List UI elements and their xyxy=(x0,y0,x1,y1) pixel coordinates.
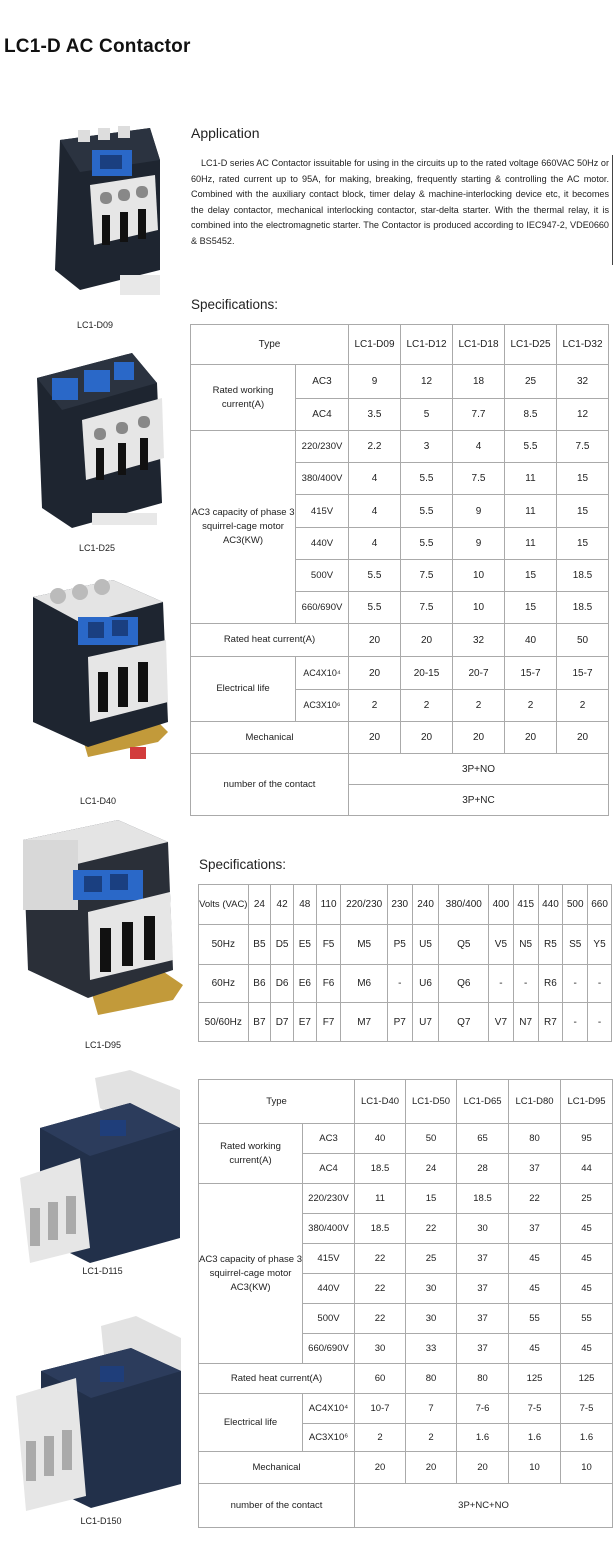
mechanical-value: 20 xyxy=(406,1452,457,1484)
spec1-heading: Specifications: xyxy=(191,297,279,312)
ac4-value: 44 xyxy=(561,1154,613,1184)
model-header: LC1-D12 xyxy=(401,325,453,365)
volt-header: 220/230 xyxy=(341,885,387,925)
product-image-d09 xyxy=(20,120,170,332)
mechanical-value: 20 xyxy=(453,722,505,754)
freq-label: 60Hz xyxy=(199,965,249,1003)
mechanical-label: Mechanical xyxy=(191,722,349,754)
coil-code: Q6 xyxy=(439,965,489,1003)
type-label: Type xyxy=(191,325,349,365)
heat-value: 125 xyxy=(561,1364,613,1394)
contactor-d09-illustration xyxy=(20,120,170,310)
coil-code: - xyxy=(563,1003,588,1042)
type-label: Type xyxy=(199,1080,355,1124)
coil-code: N7 xyxy=(513,1003,538,1042)
ac4x-value: 20-7 xyxy=(453,657,505,690)
voltage-label: 500V xyxy=(303,1304,355,1334)
coil-code: M5 xyxy=(341,925,387,965)
spec2-heading: Specifications: xyxy=(199,857,287,872)
volt-header: 400 xyxy=(489,885,514,925)
capacity-value: 18.5 xyxy=(557,592,609,624)
volt-header: 230 xyxy=(387,885,412,925)
coil-code: B6 xyxy=(248,965,271,1003)
capacity-label: AC3 capacity of phase 3 squirrel-cage motor AC3(KW) xyxy=(199,1184,303,1364)
capacity-value: 18.5 xyxy=(457,1184,509,1214)
capacity-value: 11 xyxy=(505,528,557,560)
spec3-table xyxy=(198,1079,613,1528)
capacity-value: 22 xyxy=(509,1184,561,1214)
ac4-value: 5 xyxy=(401,399,453,431)
coil-code: V7 xyxy=(489,1003,514,1042)
ac3-value: 65 xyxy=(457,1124,509,1154)
page-title: LC1-D AC Contactor xyxy=(4,36,191,57)
ac4-value: 28 xyxy=(457,1154,509,1184)
electrical-life-label: Electrical life xyxy=(199,1394,303,1452)
ac4x-value: 20 xyxy=(349,657,401,690)
capacity-value: 10 xyxy=(453,592,505,624)
volt-header: 24 xyxy=(248,885,271,925)
capacity-value: 5.5 xyxy=(401,528,453,560)
capacity-value: 5.5 xyxy=(401,495,453,528)
coil-code: R7 xyxy=(538,1003,563,1042)
ac4x-label: AC4X10⁴ xyxy=(296,657,349,690)
ac4-value: 18.5 xyxy=(355,1154,406,1184)
coil-code: R5 xyxy=(538,925,563,965)
capacity-value: 10 xyxy=(453,560,505,592)
ac4-value: 24 xyxy=(406,1154,457,1184)
voltage-label: 380/400V xyxy=(303,1214,355,1244)
ac4x-value: 7-6 xyxy=(457,1394,509,1424)
capacity-value: 11 xyxy=(505,495,557,528)
rated-current-label: Rated working current(A) xyxy=(199,1124,303,1184)
capacity-value: 30 xyxy=(406,1304,457,1334)
coil-code: B7 xyxy=(248,1003,271,1042)
caption-d40: LC1-D40 xyxy=(79,796,117,806)
heat-value: 40 xyxy=(505,624,557,657)
voltage-label: 440V xyxy=(303,1274,355,1304)
mechanical-value: 20 xyxy=(355,1452,406,1484)
coil-code: - xyxy=(588,965,612,1003)
model-header: LC1-D65 xyxy=(457,1080,509,1124)
capacity-value: 9 xyxy=(453,495,505,528)
capacity-value: 22 xyxy=(355,1244,406,1274)
capacity-value: 5.5 xyxy=(349,592,401,624)
heat-value: 60 xyxy=(355,1364,406,1394)
coil-code: S5 xyxy=(563,925,588,965)
caption-d150: LC1-D150 xyxy=(80,1516,122,1526)
ac3x-label: AC3X10⁶ xyxy=(303,1424,355,1452)
capacity-value: 4 xyxy=(453,431,505,463)
capacity-value: 37 xyxy=(457,1304,509,1334)
mechanical-label: Mechanical xyxy=(199,1452,355,1484)
model-header: LC1-D95 xyxy=(561,1080,613,1124)
coil-code: - xyxy=(588,1003,612,1042)
ac3x-value: 2 xyxy=(401,690,453,722)
product-image-d95 xyxy=(18,820,188,1052)
ac3x-value: 1.6 xyxy=(509,1424,561,1452)
ac4-value: 3.5 xyxy=(349,399,401,431)
coil-code: Q5 xyxy=(439,925,489,965)
heat-value: 125 xyxy=(509,1364,561,1394)
ac3-value: 50 xyxy=(406,1124,457,1154)
capacity-value: 37 xyxy=(509,1214,561,1244)
contactor-d115-illustration xyxy=(20,1068,185,1263)
coil-code: B5 xyxy=(248,925,271,965)
model-header: LC1-D09 xyxy=(349,325,401,365)
ac4x-value: 7 xyxy=(406,1394,457,1424)
capacity-value: 25 xyxy=(406,1244,457,1274)
mechanical-value: 20 xyxy=(457,1452,509,1484)
ac4-label: AC4 xyxy=(303,1154,355,1184)
ac3x-value: 2 xyxy=(505,690,557,722)
electrical-life-label: Electrical life xyxy=(191,657,296,722)
heat-value: 80 xyxy=(406,1364,457,1394)
capacity-value: 18.5 xyxy=(355,1214,406,1244)
capacity-value: 25 xyxy=(561,1184,613,1214)
voltage-label: 660/690V xyxy=(303,1334,355,1364)
ac3-label: AC3 xyxy=(303,1124,355,1154)
contact-value: 3P+NO xyxy=(349,754,609,785)
caption-d115: LC1-D115 xyxy=(82,1266,123,1276)
ac4x-value: 15-7 xyxy=(505,657,557,690)
ac3-value: 40 xyxy=(355,1124,406,1154)
coil-code: D6 xyxy=(271,965,294,1003)
coil-code: E6 xyxy=(293,965,316,1003)
caption-d25: LC1-D25 xyxy=(78,543,116,553)
ac3x-value: 1.6 xyxy=(457,1424,509,1452)
contactor-d40-illustration xyxy=(18,572,178,772)
capacity-value: 45 xyxy=(561,1244,613,1274)
volts-label: Volts (VAC) xyxy=(199,885,249,925)
capacity-value: 45 xyxy=(561,1214,613,1244)
voltage-label: 500V xyxy=(296,560,349,592)
capacity-value: 18.5 xyxy=(557,560,609,592)
ac4x-label: AC4X10⁴ xyxy=(303,1394,355,1424)
coil-code: - xyxy=(387,965,412,1003)
heat-value: 32 xyxy=(453,624,505,657)
ac3x-label: AC3X10⁶ xyxy=(296,690,349,722)
capacity-value: 4 xyxy=(349,463,401,495)
ac3-value: 18 xyxy=(453,365,505,399)
spec1-table xyxy=(190,324,609,816)
ac4-value: 7.7 xyxy=(453,399,505,431)
voltage-label: 220/230V xyxy=(303,1184,355,1214)
coil-code: P7 xyxy=(387,1003,412,1042)
capacity-value: 45 xyxy=(561,1274,613,1304)
ac3-value: 9 xyxy=(349,365,401,399)
ac4x-value: 15-7 xyxy=(557,657,609,690)
coil-code: - xyxy=(489,965,514,1003)
mechanical-value: 20 xyxy=(349,722,401,754)
volt-header: 240 xyxy=(412,885,439,925)
capacity-value: 37 xyxy=(457,1334,509,1364)
ac3x-value: 2 xyxy=(453,690,505,722)
coil-code: U7 xyxy=(412,1003,439,1042)
capacity-value: 5.5 xyxy=(505,431,557,463)
voltage-label: 440V xyxy=(296,528,349,560)
capacity-value: 22 xyxy=(355,1304,406,1334)
coil-code: F7 xyxy=(316,1003,341,1042)
mechanical-value: 20 xyxy=(505,722,557,754)
capacity-value: 15 xyxy=(557,463,609,495)
ac3-value: 80 xyxy=(509,1124,561,1154)
ac3-value: 32 xyxy=(557,365,609,399)
mechanical-value: 20 xyxy=(557,722,609,754)
coil-code-table xyxy=(198,884,612,1042)
capacity-label: AC3 capacity of phase 3 squirrel-cage motor AC3(KW) xyxy=(191,431,296,624)
voltage-label: 380/400V xyxy=(296,463,349,495)
capacity-value: 15 xyxy=(505,560,557,592)
coil-code: U6 xyxy=(412,965,439,1003)
volt-header: 660 xyxy=(588,885,612,925)
capacity-value: 45 xyxy=(509,1334,561,1364)
coil-code: V5 xyxy=(489,925,514,965)
heat-value: 20 xyxy=(349,624,401,657)
contact-value: 3P+NC xyxy=(349,785,609,816)
capacity-value: 30 xyxy=(406,1274,457,1304)
ac3x-value: 2 xyxy=(406,1424,457,1452)
capacity-value: 4 xyxy=(349,495,401,528)
capacity-value: 15 xyxy=(557,528,609,560)
mechanical-value: 20 xyxy=(401,722,453,754)
ac4x-value: 10-7 xyxy=(355,1394,406,1424)
side-divider xyxy=(612,155,613,265)
coil-code: E5 xyxy=(293,925,316,965)
capacity-value: 7.5 xyxy=(557,431,609,463)
volt-header: 110 xyxy=(316,885,341,925)
coil-code: - xyxy=(513,965,538,1003)
capacity-value: 30 xyxy=(457,1214,509,1244)
coil-code: E7 xyxy=(293,1003,316,1042)
voltage-label: 660/690V xyxy=(296,592,349,624)
model-header: LC1-D32 xyxy=(557,325,609,365)
coil-code: D7 xyxy=(271,1003,294,1042)
capacity-value: 7.5 xyxy=(401,560,453,592)
capacity-value: 15 xyxy=(505,592,557,624)
voltage-label: 415V xyxy=(296,495,349,528)
volt-header: 48 xyxy=(293,885,316,925)
heat-current-label: Rated heat current(A) xyxy=(191,624,349,657)
product-image-d40 xyxy=(18,572,178,808)
coil-code: M6 xyxy=(341,965,387,1003)
capacity-value: 9 xyxy=(453,528,505,560)
ac3x-value: 1.6 xyxy=(561,1424,613,1452)
ac4-value: 8.5 xyxy=(505,399,557,431)
coil-code: N5 xyxy=(513,925,538,965)
voltage-label: 220/230V xyxy=(296,431,349,463)
capacity-value: 3 xyxy=(401,431,453,463)
ac3-label: AC3 xyxy=(296,365,349,399)
ac3x-value: 2 xyxy=(557,690,609,722)
caption-d95: LC1-D95 xyxy=(84,1040,122,1050)
volt-header: 415 xyxy=(513,885,538,925)
coil-code: P5 xyxy=(387,925,412,965)
coil-code: Q7 xyxy=(439,1003,489,1042)
capacity-value: 45 xyxy=(509,1244,561,1274)
capacity-value: 11 xyxy=(505,463,557,495)
product-image-d150 xyxy=(16,1316,186,1530)
model-header: LC1-D25 xyxy=(505,325,557,365)
capacity-value: 45 xyxy=(509,1274,561,1304)
coil-code: - xyxy=(563,965,588,1003)
ac4-value: 37 xyxy=(509,1154,561,1184)
model-header: LC1-D40 xyxy=(355,1080,406,1124)
capacity-value: 45 xyxy=(561,1334,613,1364)
capacity-value: 11 xyxy=(355,1184,406,1214)
capacity-value: 7.5 xyxy=(453,463,505,495)
capacity-value: 15 xyxy=(557,495,609,528)
capacity-value: 37 xyxy=(457,1274,509,1304)
capacity-value: 30 xyxy=(355,1334,406,1364)
capacity-value: 15 xyxy=(406,1184,457,1214)
ac3x-value: 2 xyxy=(349,690,401,722)
ac4x-value: 20-15 xyxy=(401,657,453,690)
contact-value: 3P+NC+NO xyxy=(355,1484,613,1528)
heat-value: 50 xyxy=(557,624,609,657)
ac3x-value: 2 xyxy=(355,1424,406,1452)
coil-code: M7 xyxy=(341,1003,387,1042)
ac3-value: 25 xyxy=(505,365,557,399)
capacity-value: 33 xyxy=(406,1334,457,1364)
capacity-value: 5.5 xyxy=(349,560,401,592)
model-header: LC1-D18 xyxy=(453,325,505,365)
capacity-value: 22 xyxy=(406,1214,457,1244)
volt-header: 42 xyxy=(271,885,294,925)
contactor-d150-illustration xyxy=(16,1316,186,1511)
capacity-value: 55 xyxy=(561,1304,613,1334)
freq-label: 50Hz xyxy=(199,925,249,965)
heat-value: 20 xyxy=(401,624,453,657)
mechanical-value: 10 xyxy=(509,1452,561,1484)
freq-label: 50/60Hz xyxy=(199,1003,249,1042)
volt-header: 500 xyxy=(563,885,588,925)
model-header: LC1-D80 xyxy=(509,1080,561,1124)
heat-value: 80 xyxy=(457,1364,509,1394)
product-image-d25 xyxy=(22,348,172,554)
ac4-value: 12 xyxy=(557,399,609,431)
ac3-value: 95 xyxy=(561,1124,613,1154)
capacity-value: 7.5 xyxy=(401,592,453,624)
coil-code: F6 xyxy=(316,965,341,1003)
capacity-value: 5.5 xyxy=(401,463,453,495)
ac4x-value: 7-5 xyxy=(509,1394,561,1424)
mechanical-value: 10 xyxy=(561,1452,613,1484)
coil-code: U5 xyxy=(412,925,439,965)
contactor-d25-illustration xyxy=(22,348,172,533)
voltage-label: 415V xyxy=(303,1244,355,1274)
heat-current-label: Rated heat current(A) xyxy=(199,1364,355,1394)
product-image-d115 xyxy=(20,1068,185,1280)
contact-label: number of the contact xyxy=(191,754,349,816)
rated-current-label: Rated working current(A) xyxy=(191,365,296,431)
coil-code: Y5 xyxy=(588,925,612,965)
model-header: LC1-D50 xyxy=(406,1080,457,1124)
caption-d09: LC1-D09 xyxy=(76,320,114,330)
volt-header: 440 xyxy=(538,885,563,925)
ac4-label: AC4 xyxy=(296,399,349,431)
capacity-value: 22 xyxy=(355,1274,406,1304)
coil-code: D5 xyxy=(271,925,294,965)
contact-label: number of the contact xyxy=(199,1484,355,1528)
capacity-value: 37 xyxy=(457,1244,509,1274)
contactor-d95-illustration xyxy=(18,820,188,1020)
capacity-value: 2.2 xyxy=(349,431,401,463)
volt-header: 380/400 xyxy=(439,885,489,925)
capacity-value: 4 xyxy=(349,528,401,560)
coil-code: R6 xyxy=(538,965,563,1003)
ac4x-value: 7-5 xyxy=(561,1394,613,1424)
ac3-value: 12 xyxy=(401,365,453,399)
application-heading: Application xyxy=(191,125,260,141)
capacity-value: 55 xyxy=(509,1304,561,1334)
application-text: LC1-D series AC Contactor issuitable for using in the circuits up to the rated voltage 660VAC 50Hz or 60Hz, rated current up to 95A, for making, breaking, frequently starting & controlling the AC motor. Combined with the auxiliary contact block, timer delay & machine-interlocking device etc, it becomes the delay contactor, mechanical interlocking contactor, star-delta starter. With the thermal relay, it is combined into the electromagnetic starter. The Contactor is produced according to IEC947-2, VDE0660 & BS5452. xyxy=(191,158,609,246)
coil-code: F5 xyxy=(316,925,341,965)
